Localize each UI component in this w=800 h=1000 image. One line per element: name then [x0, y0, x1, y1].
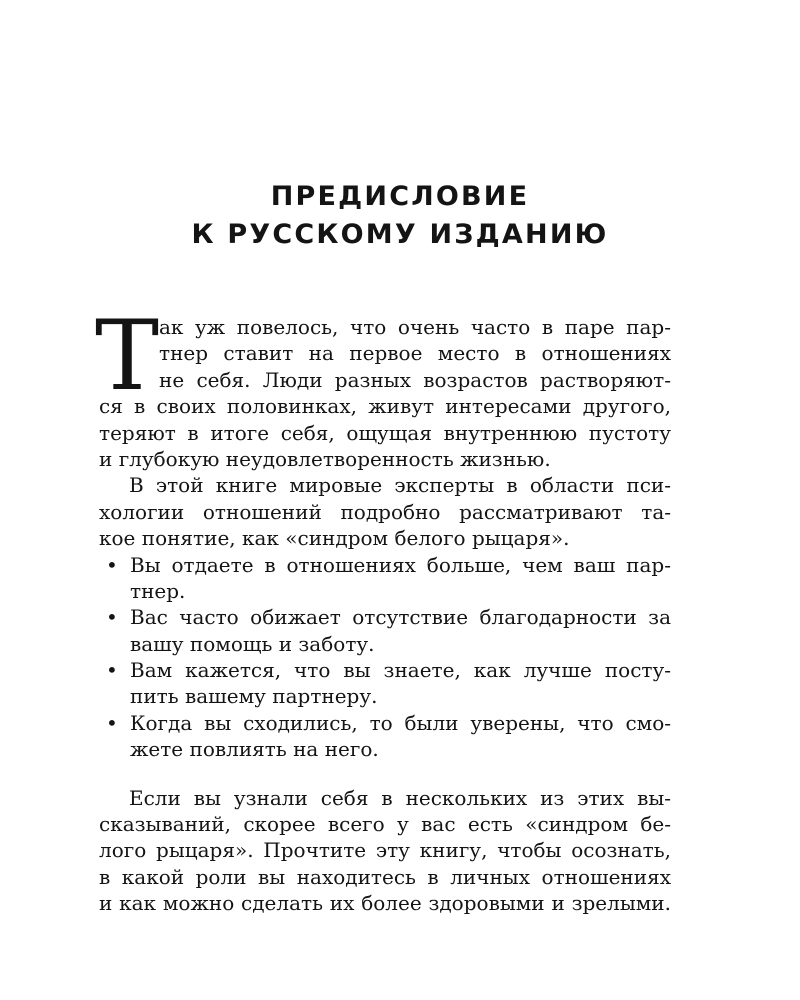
text-line: хологии отношений подробно рассматривают та-	[99, 499, 671, 524]
text-line: • Когда вы сходились, то были уверены, что смо-	[106, 710, 671, 735]
text-line: вашу помощь и заботу.	[130, 631, 375, 656]
text-line: теряют в итоге себя, ощущая внутреннюю пустоту	[99, 420, 671, 445]
bullet-icon: •	[106, 658, 118, 683]
text-line: жете повлиять на него.	[130, 737, 379, 762]
text-line: тнер.	[130, 578, 186, 603]
drop-cap: Т	[95, 300, 160, 412]
text-line: ся в своих половинках, живут интересами другого,	[99, 394, 671, 419]
text-line: сказываний, скорее всего у вас есть «синдром бе-	[99, 812, 671, 837]
text-line: пить вашему партнеру.	[130, 684, 378, 709]
paragraph-book-description	[99, 472, 671, 551]
text-line: и глубокую неудовлетворенность жизнью.	[99, 446, 551, 471]
paragraph-conclusion	[99, 785, 671, 917]
paragraph-gap	[99, 763, 671, 785]
text-line: и как можно сделать их более здоровыми и зрелыми.	[99, 891, 671, 916]
bullet-icon: •	[106, 552, 118, 577]
bullet-icon: •	[106, 710, 118, 735]
text-line: в какой роли вы находитесь в личных отношениях	[99, 864, 671, 889]
list-item	[99, 710, 671, 763]
text-line: лого рыцаря». Прочтите эту книгу, чтобы осознать,	[99, 838, 671, 863]
text-line: кое понятие, как «синдром белого рыцаря».	[99, 526, 570, 551]
chapter-heading-line-1: ПРЕДИСЛОВИЕ	[270, 181, 530, 212]
list-item	[99, 552, 671, 605]
list-item	[99, 657, 671, 710]
paragraph-intro	[95, 300, 671, 472]
bullet-icon: •	[106, 605, 118, 630]
text-line: • Вам кажется, что вы знаете, как лучше посту-	[106, 658, 671, 683]
text-line: Если вы узнали себя в нескольких из этих вы-	[129, 785, 671, 810]
chapter-heading	[0, 178, 800, 254]
text-line: ак уж повелось, что очень часто в паре пар-	[159, 315, 671, 339]
text-line: • Вы отдаете в отношениях больше, чем ваш пар-	[106, 552, 671, 577]
symptom-list	[99, 552, 671, 763]
text-line: В этой книге мировые эксперты в области пси-	[129, 473, 671, 498]
text-line: тнер ставит на первое место в отношениях	[159, 341, 671, 366]
body-text	[95, 300, 671, 917]
text-line: не себя. Люди разных возрастов растворяют-	[159, 367, 671, 392]
list-item	[99, 604, 671, 657]
text-line: • Вас часто обижает отсутствие благодарности за	[106, 605, 671, 630]
chapter-heading-line-2: К РУССКОМУ ИЗДАНИЮ	[191, 219, 609, 250]
